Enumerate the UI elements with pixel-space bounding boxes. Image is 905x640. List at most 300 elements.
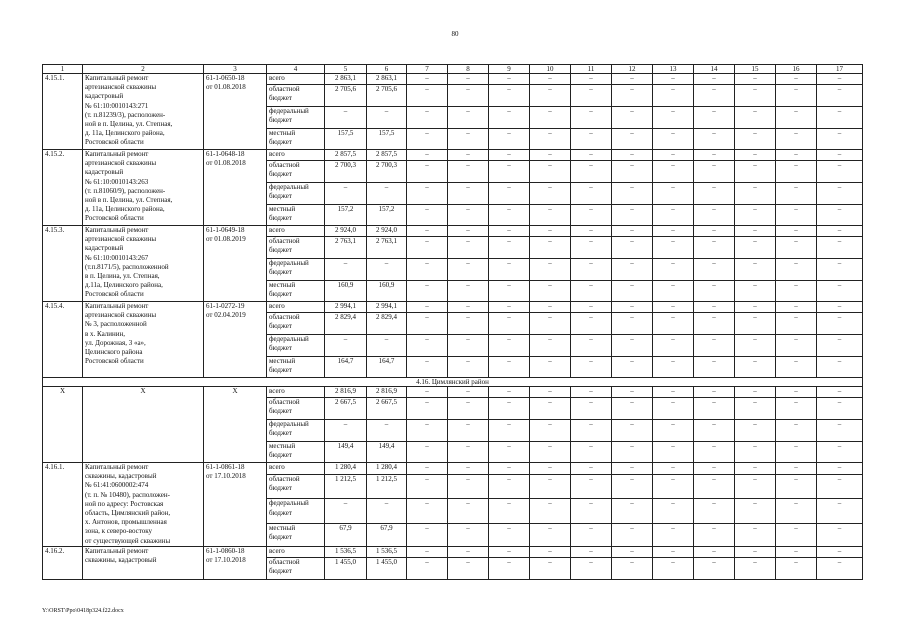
budget-table xyxy=(42,64,863,580)
empty-value: – xyxy=(776,420,817,442)
empty-value: – xyxy=(448,74,489,85)
empty-value: – xyxy=(776,335,817,357)
empty-value: – xyxy=(407,205,448,226)
value-total: 164,7 xyxy=(325,357,367,378)
empty-value: – xyxy=(612,226,653,237)
empty-value: – xyxy=(735,85,776,107)
empty-value: – xyxy=(817,499,863,523)
value-year: 1 280,4 xyxy=(367,463,407,475)
empty-value: – xyxy=(489,259,530,281)
empty-value: – xyxy=(448,313,489,335)
value-year: 2 700,3 xyxy=(367,161,407,183)
value-year: 1 455,0 xyxy=(367,557,407,579)
value-total: 1 455,0 xyxy=(325,557,367,579)
value-total: 2 705,6 xyxy=(325,85,367,107)
empty-value: – xyxy=(653,85,694,107)
empty-value: – xyxy=(612,183,653,205)
empty-value: – xyxy=(817,335,863,357)
empty-value: – xyxy=(489,546,530,557)
value-year: 2 829,4 xyxy=(367,313,407,335)
empty-value: – xyxy=(817,475,863,499)
empty-value: – xyxy=(489,161,530,183)
empty-value: – xyxy=(735,205,776,226)
empty-value: – xyxy=(817,281,863,302)
item-number: 4.16.1. xyxy=(43,463,83,547)
empty-value: – xyxy=(817,302,863,313)
value-total: – xyxy=(325,335,367,357)
empty-value: – xyxy=(448,129,489,150)
empty-value: – xyxy=(776,150,817,161)
budget-label: всего xyxy=(267,546,325,557)
empty-value: – xyxy=(735,557,776,579)
empty-value: – xyxy=(612,420,653,442)
empty-value: – xyxy=(448,463,489,475)
item-name: Капитальный ремонт скважины, кадастровый № 61:41:0600002:474 (т. п. № 10480), расположен- ной по адресу: Ростовская область, Цимлянский район, х. Антонов, промышленная зона, к северо-востоку от существующей скважины xyxy=(83,463,204,547)
empty-value: – xyxy=(694,107,735,129)
value-year: 2 816,9 xyxy=(367,387,407,398)
empty-value: – xyxy=(653,442,694,463)
empty-value: – xyxy=(735,259,776,281)
empty-value: – xyxy=(694,523,735,546)
empty-value: – xyxy=(407,398,448,420)
empty-value: – xyxy=(407,259,448,281)
empty-value: – xyxy=(776,183,817,205)
item-name: Капитальный ремонт скважины, кадастровый xyxy=(83,546,204,579)
value-total: 1 212,5 xyxy=(325,475,367,499)
column-number-6: 6 xyxy=(367,65,407,74)
empty-value: – xyxy=(776,259,817,281)
empty-value: – xyxy=(407,442,448,463)
empty-value: – xyxy=(530,398,571,420)
empty-value: – xyxy=(448,281,489,302)
budget-label: всего xyxy=(267,302,325,313)
empty-value: – xyxy=(653,183,694,205)
empty-value: – xyxy=(817,357,863,378)
empty-value: – xyxy=(489,302,530,313)
column-number-14: 14 xyxy=(694,65,735,74)
empty-value: – xyxy=(612,161,653,183)
empty-value: – xyxy=(530,226,571,237)
empty-value: – xyxy=(448,150,489,161)
empty-value: – xyxy=(489,357,530,378)
item-name: Капитальный ремонт артезианской скважины кадастровый № 61:10:0010143:271 (т. п.81239/3), расположен- ной в п. Целина, ул. Степная, д. 11а, Целинского района, Ростовской области xyxy=(83,74,204,150)
footer-file-path: Y:\ORST\Ppo\0418p324.f22.docx xyxy=(42,608,124,614)
empty-value: – xyxy=(530,74,571,85)
empty-value: – xyxy=(612,499,653,523)
empty-value: – xyxy=(612,546,653,557)
empty-value: – xyxy=(448,357,489,378)
budget-label: местный бюджет xyxy=(267,523,325,546)
item-document: 61-1-0648-18 от 01.08.2018 xyxy=(204,150,267,226)
empty-value: – xyxy=(489,85,530,107)
value-year: – xyxy=(367,259,407,281)
empty-value: – xyxy=(407,129,448,150)
empty-value: – xyxy=(776,74,817,85)
item-document: 61-1-0860-18 от 17.10.2018 xyxy=(204,546,267,579)
value-total: – xyxy=(325,183,367,205)
empty-value: – xyxy=(530,387,571,398)
empty-value: – xyxy=(817,183,863,205)
empty-value: – xyxy=(694,499,735,523)
empty-value: – xyxy=(817,523,863,546)
empty-value: – xyxy=(653,237,694,259)
empty-value: – xyxy=(489,420,530,442)
value-total: 149,4 xyxy=(325,442,367,463)
value-total: 2 667,5 xyxy=(325,398,367,420)
empty-value: – xyxy=(530,442,571,463)
empty-value: – xyxy=(694,129,735,150)
value-total: 2 857,5 xyxy=(325,150,367,161)
empty-value: – xyxy=(571,523,612,546)
empty-value: – xyxy=(694,546,735,557)
item-document: 61-1-0649-18 от 01.08.2019 xyxy=(204,226,267,302)
empty-value: – xyxy=(735,475,776,499)
section-title: 4.16. Цимлянский район xyxy=(43,378,863,387)
empty-value: – xyxy=(817,237,863,259)
empty-value: – xyxy=(530,107,571,129)
value-total: 1 280,4 xyxy=(325,463,367,475)
empty-value: – xyxy=(817,205,863,226)
empty-value: – xyxy=(571,546,612,557)
empty-value: – xyxy=(653,420,694,442)
value-total: – xyxy=(325,499,367,523)
value-year: – xyxy=(367,335,407,357)
empty-value: – xyxy=(448,557,489,579)
empty-value: – xyxy=(489,442,530,463)
empty-value: – xyxy=(817,74,863,85)
empty-value: – xyxy=(694,161,735,183)
empty-value: – xyxy=(694,557,735,579)
empty-value: – xyxy=(653,226,694,237)
empty-value: – xyxy=(776,237,817,259)
empty-value: – xyxy=(776,161,817,183)
empty-value: – xyxy=(612,107,653,129)
empty-value: – xyxy=(530,161,571,183)
empty-value: – xyxy=(776,463,817,475)
empty-value: – xyxy=(653,74,694,85)
empty-value: – xyxy=(776,475,817,499)
empty-value: – xyxy=(448,387,489,398)
empty-value: – xyxy=(817,442,863,463)
column-number-10: 10 xyxy=(530,65,571,74)
empty-value: – xyxy=(653,161,694,183)
empty-value: – xyxy=(612,357,653,378)
empty-value: – xyxy=(407,463,448,475)
empty-value: – xyxy=(571,226,612,237)
item-row xyxy=(43,302,863,313)
empty-value: – xyxy=(776,107,817,129)
budget-label: местный бюджет xyxy=(267,205,325,226)
empty-value: – xyxy=(448,523,489,546)
empty-value: – xyxy=(817,398,863,420)
item-document: 61-1-0861-18 от 17.10.2018 xyxy=(204,463,267,547)
empty-value: – xyxy=(407,302,448,313)
empty-value: – xyxy=(489,313,530,335)
item-number: 4.15.3. xyxy=(43,226,83,302)
empty-value: – xyxy=(735,129,776,150)
value-year: 2 705,6 xyxy=(367,85,407,107)
empty-value: – xyxy=(407,281,448,302)
value-total: 2 816,9 xyxy=(325,387,367,398)
empty-value: – xyxy=(407,335,448,357)
empty-value: – xyxy=(571,205,612,226)
empty-value: – xyxy=(571,74,612,85)
item-number: 4.16.2. xyxy=(43,546,83,579)
total-mark: Х xyxy=(204,387,267,463)
empty-value: – xyxy=(571,129,612,150)
empty-value: – xyxy=(735,281,776,302)
item-row xyxy=(43,74,863,85)
empty-value: – xyxy=(407,107,448,129)
empty-value: – xyxy=(653,281,694,302)
empty-value: – xyxy=(571,499,612,523)
empty-value: – xyxy=(612,74,653,85)
empty-value: – xyxy=(776,442,817,463)
budget-label: местный бюджет xyxy=(267,357,325,378)
empty-value: – xyxy=(776,281,817,302)
empty-value: – xyxy=(571,557,612,579)
empty-value: – xyxy=(612,150,653,161)
column-number-5: 5 xyxy=(325,65,367,74)
empty-value: – xyxy=(776,313,817,335)
budget-label: федеральный бюджет xyxy=(267,259,325,281)
total-mark: Х xyxy=(43,387,83,463)
item-row xyxy=(43,463,863,475)
empty-value: – xyxy=(653,150,694,161)
empty-value: – xyxy=(694,281,735,302)
empty-value: – xyxy=(612,85,653,107)
empty-value: – xyxy=(530,150,571,161)
empty-value: – xyxy=(735,463,776,475)
empty-value: – xyxy=(735,546,776,557)
value-total: – xyxy=(325,420,367,442)
empty-value: – xyxy=(653,463,694,475)
empty-value: – xyxy=(489,150,530,161)
page-number: 80 xyxy=(451,30,459,38)
empty-value: – xyxy=(612,302,653,313)
empty-value: – xyxy=(817,546,863,557)
empty-value: – xyxy=(530,259,571,281)
value-total: 1 536,5 xyxy=(325,546,367,557)
empty-value: – xyxy=(448,398,489,420)
column-number-13: 13 xyxy=(653,65,694,74)
budget-label: федеральный бюджет xyxy=(267,420,325,442)
empty-value: – xyxy=(448,546,489,557)
value-year: 67,9 xyxy=(367,523,407,546)
empty-value: – xyxy=(612,398,653,420)
empty-value: – xyxy=(817,150,863,161)
budget-label: федеральный бюджет xyxy=(267,107,325,129)
empty-value: – xyxy=(653,557,694,579)
empty-value: – xyxy=(694,357,735,378)
value-year: – xyxy=(367,499,407,523)
empty-value: – xyxy=(530,420,571,442)
empty-value: – xyxy=(571,357,612,378)
empty-value: – xyxy=(694,237,735,259)
empty-value: – xyxy=(653,398,694,420)
column-number-17: 17 xyxy=(817,65,863,74)
empty-value: – xyxy=(571,463,612,475)
empty-value: – xyxy=(571,281,612,302)
value-total: 67,9 xyxy=(325,523,367,546)
empty-value: – xyxy=(571,85,612,107)
table-body xyxy=(43,65,863,580)
empty-value: – xyxy=(653,357,694,378)
empty-value: – xyxy=(571,313,612,335)
column-number-16: 16 xyxy=(776,65,817,74)
empty-value: – xyxy=(735,161,776,183)
empty-value: – xyxy=(407,357,448,378)
empty-value: – xyxy=(817,107,863,129)
empty-value: – xyxy=(817,226,863,237)
empty-value: – xyxy=(735,523,776,546)
empty-value: – xyxy=(407,387,448,398)
value-year: – xyxy=(367,183,407,205)
empty-value: – xyxy=(407,546,448,557)
empty-value: – xyxy=(776,357,817,378)
value-year: 1 212,5 xyxy=(367,475,407,499)
value-year: 157,5 xyxy=(367,129,407,150)
column-number-2: 2 xyxy=(83,65,204,74)
empty-value: – xyxy=(776,226,817,237)
budget-label: областной бюджет xyxy=(267,475,325,499)
empty-value: – xyxy=(817,85,863,107)
column-number-11: 11 xyxy=(571,65,612,74)
empty-value: – xyxy=(612,205,653,226)
empty-value: – xyxy=(530,557,571,579)
empty-value: – xyxy=(489,335,530,357)
empty-value: – xyxy=(776,129,817,150)
empty-value: – xyxy=(448,442,489,463)
value-total: – xyxy=(325,259,367,281)
item-name: Капитальный ремонт артезианской скважины кадастровый № 61:10:0010143:263 (т. п.81060/9), расположен- ной в п. Целина, ул. Степная, д. 11а, Целинского района, Ростовской области xyxy=(83,150,204,226)
empty-value: – xyxy=(489,398,530,420)
empty-value: – xyxy=(489,226,530,237)
value-year: 2 863,1 xyxy=(367,74,407,85)
empty-value: – xyxy=(694,463,735,475)
total-row xyxy=(43,387,863,398)
empty-value: – xyxy=(448,335,489,357)
empty-value: – xyxy=(571,475,612,499)
empty-value: – xyxy=(407,420,448,442)
empty-value: – xyxy=(653,335,694,357)
empty-value: – xyxy=(489,463,530,475)
budget-label: областной бюджет xyxy=(267,557,325,579)
item-document: 61-1-0272-19 от 02.04.2019 xyxy=(204,302,267,378)
empty-value: – xyxy=(776,302,817,313)
empty-value: – xyxy=(448,499,489,523)
empty-value: – xyxy=(653,302,694,313)
value-total: 160,9 xyxy=(325,281,367,302)
empty-value: – xyxy=(571,387,612,398)
empty-value: – xyxy=(735,387,776,398)
empty-value: – xyxy=(694,226,735,237)
budget-label: областной бюджет xyxy=(267,85,325,107)
empty-value: – xyxy=(735,302,776,313)
value-year: 2 667,5 xyxy=(367,398,407,420)
empty-value: – xyxy=(530,129,571,150)
empty-value: – xyxy=(407,150,448,161)
empty-value: – xyxy=(612,442,653,463)
budget-label: федеральный бюджет xyxy=(267,183,325,205)
empty-value: – xyxy=(407,557,448,579)
empty-value: – xyxy=(694,442,735,463)
section-row xyxy=(43,378,863,387)
empty-value: – xyxy=(612,387,653,398)
column-number-4: 4 xyxy=(267,65,325,74)
budget-label: областной бюджет xyxy=(267,161,325,183)
empty-value: – xyxy=(776,523,817,546)
budget-label: областной бюджет xyxy=(267,237,325,259)
empty-value: – xyxy=(612,557,653,579)
empty-value: – xyxy=(489,107,530,129)
empty-value: – xyxy=(489,475,530,499)
empty-value: – xyxy=(694,387,735,398)
empty-value: – xyxy=(776,205,817,226)
empty-value: – xyxy=(530,205,571,226)
empty-value: – xyxy=(817,259,863,281)
budget-label: областной бюджет xyxy=(267,313,325,335)
budget-label: областной бюджет xyxy=(267,398,325,420)
column-number-8: 8 xyxy=(448,65,489,74)
empty-value: – xyxy=(407,183,448,205)
empty-value: – xyxy=(735,442,776,463)
empty-value: – xyxy=(489,205,530,226)
value-year: 149,4 xyxy=(367,442,407,463)
empty-value: – xyxy=(735,357,776,378)
empty-value: – xyxy=(448,85,489,107)
empty-value: – xyxy=(735,74,776,85)
empty-value: – xyxy=(653,259,694,281)
empty-value: – xyxy=(694,313,735,335)
empty-value: – xyxy=(571,183,612,205)
empty-value: – xyxy=(530,546,571,557)
empty-value: – xyxy=(612,313,653,335)
empty-value: – xyxy=(694,74,735,85)
value-total: 157,2 xyxy=(325,205,367,226)
empty-value: – xyxy=(735,420,776,442)
empty-value: – xyxy=(817,161,863,183)
empty-value: – xyxy=(448,475,489,499)
empty-value: – xyxy=(694,183,735,205)
empty-value: – xyxy=(653,546,694,557)
empty-value: – xyxy=(776,546,817,557)
empty-value: – xyxy=(530,281,571,302)
budget-label: федеральный бюджет xyxy=(267,335,325,357)
empty-value: – xyxy=(653,499,694,523)
empty-value: – xyxy=(735,335,776,357)
value-year: 2 924,0 xyxy=(367,226,407,237)
empty-value: – xyxy=(735,183,776,205)
empty-value: – xyxy=(407,313,448,335)
item-row xyxy=(43,150,863,161)
empty-value: – xyxy=(735,398,776,420)
empty-value: – xyxy=(571,302,612,313)
empty-value: – xyxy=(571,237,612,259)
empty-value: – xyxy=(489,499,530,523)
empty-value: – xyxy=(817,129,863,150)
value-total: 2 700,3 xyxy=(325,161,367,183)
empty-value: – xyxy=(612,475,653,499)
empty-value: – xyxy=(530,499,571,523)
empty-value: – xyxy=(530,237,571,259)
value-year: 164,7 xyxy=(367,357,407,378)
empty-value: – xyxy=(448,107,489,129)
empty-value: – xyxy=(817,387,863,398)
empty-value: – xyxy=(530,335,571,357)
value-total: 2 924,0 xyxy=(325,226,367,237)
budget-label: всего xyxy=(267,387,325,398)
